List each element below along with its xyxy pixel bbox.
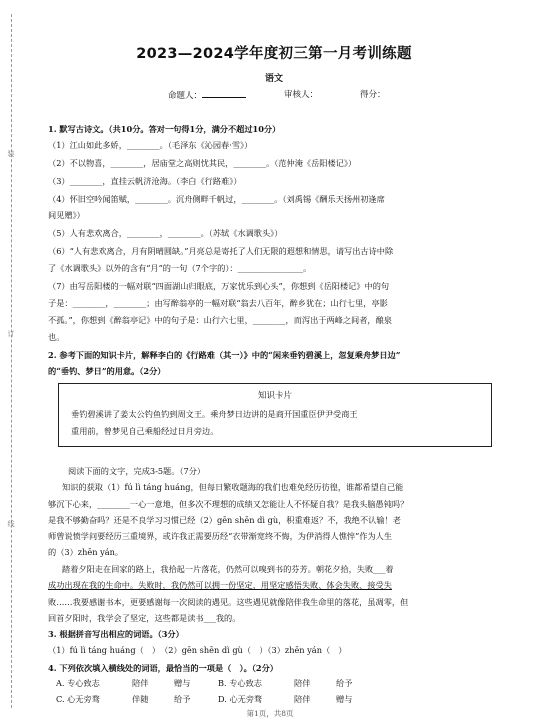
question-line: （3）________，直挂云帆济沧海。（李白《行路难》） — [48, 176, 242, 186]
question-3-items: （1）fú lì táng huáng（ ） （2）gēn shēn dì gù（ ）（3）zhēn yán（ ） — [48, 645, 347, 655]
subject-label: 语文 — [264, 74, 283, 84]
knowledge-card — [58, 383, 492, 447]
score-label: 得分： — [360, 90, 386, 100]
passage-line: 回首夕阳时，我学会了坚定，这些都是读书___我的。 — [48, 613, 241, 623]
setter-blank — [202, 88, 246, 98]
option-word: 赠与 — [336, 694, 353, 704]
option-word: 陪伴 — [294, 694, 311, 704]
passage-line: 是我不够勤奋吗？还是不良学习习惯已经（2）gēn shēn dì gù，积重难返？不，我绝不认输！老 — [48, 515, 401, 525]
question-line: 也。 — [48, 332, 65, 342]
reviewer-label: 审核人： — [284, 90, 319, 100]
knowledge-card-text: 垂钓碧溪讲了姜太公钓鱼钓到周文王。乘舟梦日边讲的是商开国重臣伊尹受商王 — [71, 409, 358, 419]
option-word: 陪伴 — [132, 678, 149, 688]
option-word: 赠与 — [174, 678, 191, 688]
option-b[interactable]: B. 专心致志 — [218, 678, 262, 688]
option-word: 陪伴 — [294, 678, 311, 688]
question-line: 子是：________，________；由写醉翁亭的一幅对联“翁去八百年，醉乡犹在；山行七里，亭影 — [48, 298, 388, 308]
question-line: （4）怀旧空吟闻笛赋，________。沉舟侧畔千帆过，________。（刘禹锡《酬乐天扬州初逢席 — [48, 194, 385, 204]
reading-intro: 阅读下面的文字，完成3-5题。（7分） — [68, 466, 206, 476]
passage-line: 踏着夕阳走在回家的路上，我拾起一片落花，仍然可以嗅到书的芬芳。朝花夕拾，失败___着 — [62, 564, 394, 574]
passage-line: 败……我要感谢书本，更要感谢每一次阅读的遇见。这些遇见就像陪伴我生命里的落花，虽凋零，但 — [48, 597, 409, 607]
setter-field — [168, 88, 246, 101]
setter-label: 命题人： — [168, 91, 203, 101]
knowledge-card-text: 重用前，曾梦见自己乘船经过日月旁边。 — [71, 426, 219, 436]
binding-margin — [0, 0, 22, 722]
question-3-heading: 3. 根据拼音写出相应的词语。（3分） — [48, 629, 184, 639]
option-d[interactable]: D. 心无旁骛 — [218, 694, 263, 704]
option-word: 给予 — [174, 694, 191, 704]
page-title: 2023—2024学年度初三第一月考训练题 — [136, 46, 412, 62]
question-2-heading: 2. 参考下面的知识卡片，解释李白的《行路难（其一）》中的“闲来垂钓碧溪上，忽复乘舟梦日边” — [48, 350, 401, 360]
passage-line: 师曾说愤学问要经历三重境界，或许我正需要历经“衣带渐宽终不悔，为伊消得人憔悴”作为人生 — [48, 531, 393, 541]
page-footer: 第1页，共8页 — [246, 709, 294, 718]
option-word: 伴随 — [132, 694, 149, 704]
passage-line: 成功出现在我的生命中。失败时，我仍然可以拥一份坚定，用坚定感悟失败、体会失败、接受失 — [48, 580, 392, 590]
binding-mark: 线 — [7, 520, 15, 528]
passage-line: 的（3）zhēn yán。 — [48, 547, 124, 557]
question-line: （7）由写岳阳楼的一幅对联“四面湖山归眼底，万家忧乐到心头”，你想到《岳阳楼记》中的句 — [48, 281, 390, 291]
question-4-heading: 4. 下列依次填入横线处的词语，最恰当的一项是（ ）。（2分） — [48, 663, 278, 673]
question-line: 了《水调歌头》以外的含有“月”的一句（7个字的）：________________。 — [48, 263, 312, 273]
option-word: 给予 — [336, 678, 353, 688]
question-1-heading: 1. 默写古诗文。（共10分。答对一句得1分，满分不超过10分） — [48, 124, 281, 134]
knowledge-card-title: 知识卡片 — [257, 391, 292, 401]
question-line: 不孤。”，你想到《醉翁亭记》中的句子是：山行六七里，________，而泻出于两峰之间者，酿泉 — [48, 315, 392, 325]
question-line: （6）“人有悲欢离合，月有阴晴圆缺。”月亮总是寄托了人们无限的遐想和情思，请写出古诗中除 — [48, 246, 394, 256]
question-line: （2）不以物喜，________，居庙堂之高则忧其民，________。（范仲淹《岳阳楼记》） — [48, 158, 357, 168]
passage-line: 知识的获取（1）fú lì táng huáng，但每日繁收题海的我们也难免经历彷徨，谁都希望自己能 — [62, 482, 404, 492]
question-line: 间见赠》） — [48, 210, 85, 220]
option-a[interactable]: A. 专心致志 — [56, 678, 100, 688]
question-line: （1）江山如此多娇，________。（毛泽东《沁园春·雪》） — [48, 140, 253, 150]
option-c[interactable]: C. 心无旁骛 — [56, 694, 100, 704]
binding-dashed-line — [11, 14, 12, 708]
question-line: （5）人有悲欢离合，________，________。（苏轼《水调歌头》） — [48, 228, 283, 238]
passage-line: 够沉下心来，________一心一意地，但多次不理想的成绩又怎能让人不怀疑自我？是我头脑愚钝吗？ — [48, 499, 409, 509]
question-2-heading-cont: 的“垂钓、梦日”的用意。（2分） — [48, 366, 166, 376]
binding-mark: 订 — [7, 330, 15, 338]
binding-mark: 装 — [7, 150, 15, 158]
